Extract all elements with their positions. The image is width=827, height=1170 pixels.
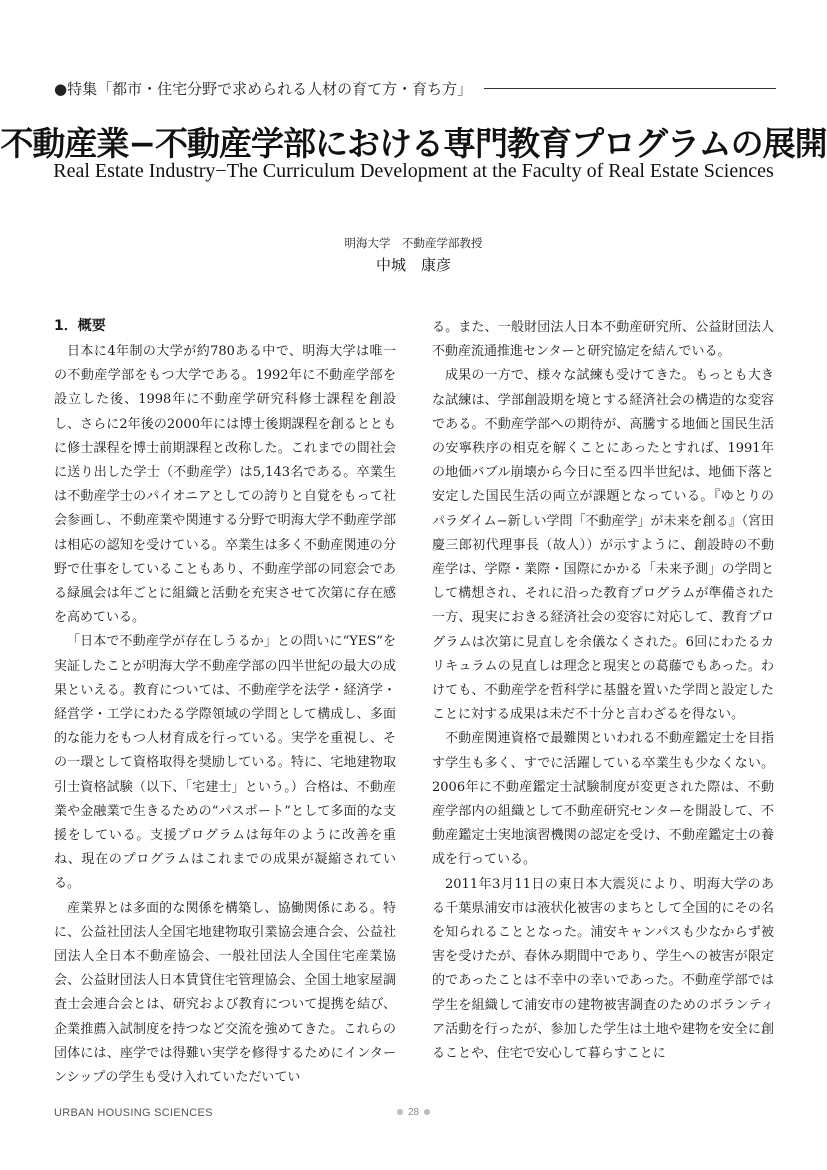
author-affiliation: 明海大学 不動産学部教授 xyxy=(344,236,483,250)
body-paragraph: 2011年3月11日の東日本大震災により、明海大学のある千葉県浦安市は液状化被害のまちとして全国的にその名を知られることとなった。浦安キャンパスも少なからず被害を受けたが、春休み期間中であり、学生への被害が限定的であったことは不幸中の幸いであった。不動産学部では学生を組織して浦安市の建物被害調査のためのボランティア活動を行ったが、参加した学生は土地や建物を安全に創ることや、住宅で安心して暮らすことに xyxy=(432,876,774,1062)
body-paragraph-continuation: る。また、一般財団法人日本不動産研究所、公益財団法人不動産流通推進センターと研究協定を結んでいる。 xyxy=(432,320,774,360)
body-paragraph: 日本に4年制の大学が約780ある中で、明海大学は唯一の不動産学部をもつ大学である。1992年に不動産学部を設立した後、1998年に不動産学研究科修士課程を創設し、さらに2年後の2000年には博士後期課程を創るとともに修士課程を博士前期課程と改称した。これまでの間社会に送り出した学士（不動産学）は5,143名である。卒業生は不動産学士のパイオニアとしての誇りと自覚をもって社会参画し、不動産業や関連する分野で明海大学不動産学部は相応の認知を受けている。卒業生は多く不動産関連の分野で仕事をしていることもあり、不動産学部の同窓会である緑風会は年ごとに組織と活動を充実させて次第に存在感を高めている。 xyxy=(54,344,396,626)
footer-page-number xyxy=(0,1107,827,1118)
body-column-left xyxy=(54,314,396,1090)
feature-header xyxy=(54,78,776,99)
page-dot-left xyxy=(397,1109,403,1115)
page-number: 28 xyxy=(407,1107,420,1118)
author-name: 中城 康彦 xyxy=(375,256,451,274)
body-column-right xyxy=(432,316,774,1066)
section-heading: 1．概要 xyxy=(54,318,106,334)
article-title-en: Real Estate Industry−The Curriculum Development at the Faculty of Real Estate Sciences xyxy=(53,160,774,182)
body-paragraph: 「日本で不動産学が存在しうるか」との問いに“YES”を実証したことが明海大学不動産学部の四半世紀の最大の成果といえる。教育については、不動産学を法学・経済学・経営学・工学にわたる学際領域の学問として構成し、多面的な能力をもつ人材育成を行っている。実学を重視し、その一環として資格取得を奨励している。特に、宅地建物取引士資格試験（以下、「宅建士」という。）合格は、不動産業や金融業で生きるための“パスポート”として多面的な支援をしている。支援プログラムは毎年のように改善を重ね、現在のプログラムはこれまでの成果が凝縮されている。 xyxy=(54,634,396,892)
page-dot-right xyxy=(424,1109,430,1115)
article-title-ja: 不動産業−不動産学部における専門教育プログラムの展開 xyxy=(0,124,827,163)
body-paragraph: 成果の一方で、様々な試練も受けてきた。もっとも大きな試練は、学部創設期を境とする経済社会の構造的な変容である。不動産学部への期待が、高騰する地価と国民生活の安寧秩序の相克を解くことにあったとすれば、1991年の地価バブル崩壊から今日に至る四半世紀は、地価下落と安定した国民生活の両立が課題となっている。『ゆとりのパラダイム−新しい学問「不動産学」が未来を創る』（宮田慶三郎初代理事長（故人））が示すように、創設時の不動産学は、学際・業際・国際にかかる「未来予測」の学問として構想され、それに沿った教育プログラムが準備された一方、現実におきる経済社会の変容に対応して、教育プログラムは次第に見直しを余儀なくされた。6回にわたるカリキュラムの見直しは理念と現実との葛藤でもあった。わけても、不動産学を哲科学に基盤を置いた学問と設定したことに対する成果は未だ不十分と言わざるを得ない。 xyxy=(432,368,775,723)
body-paragraph: 不動産関連資格で最難関といわれる不動産鑑定士を目指す学生も多く、すでに活躍している卒業生も少なくない。2006年に不動産鑑定士試験制度が変更された際は、不動産学部内の組織として不動産研究センターを開設して、不動産鑑定士実地演習機関の認定を受け、不動産鑑定士の養成を行っている。 xyxy=(432,731,774,868)
feature-rule xyxy=(484,88,776,89)
footer-journal-name: URBAN HOUSING SCIENCES xyxy=(54,1107,213,1119)
body-paragraph: 産業界とは多面的な関係を構築し、協働関係にある。特に、公益社団法人全国宅地建物取引業協会連合会、公益社団法人全日本不動産協会、一般社団法人全国住宅産業協会、公益財団法人日本賃貸住宅管理協会、全国土地家屋調査士会連合会とは、研究および教育について提携を結び、企業推薦入試制度を持つなど交流を強めてきた。これらの団体には、座学では得難い実学を修得するためにインターンシップの学生も受け入れていただいてい xyxy=(54,900,396,1086)
feature-label: ●特集「都市・住宅分野で求められる人材の育て方・育ち方」 xyxy=(54,80,473,98)
